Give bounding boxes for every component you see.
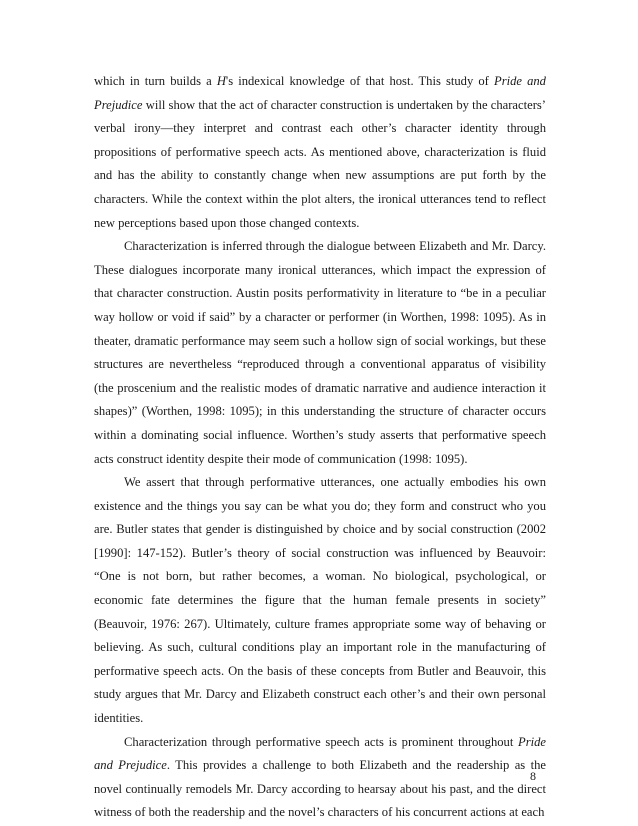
paragraph (94, 70, 546, 235)
paragraph (94, 235, 546, 471)
italic-text-run: Pride and Prejudice (94, 734, 546, 773)
text-run: . This provides a challenge to both Elizabeth and the readership as the novel continually remodels Mr. Darcy according to hearsay about his past, and the direct witness of both the readership and the novel’s characters of his concurrent actions at each (94, 758, 547, 820)
italic-text-run: Pride and Prejudice (94, 74, 546, 112)
paragraph (94, 731, 546, 825)
italic-text-run: H (216, 74, 226, 88)
body-text (94, 70, 546, 825)
page-number: 8 (530, 769, 536, 783)
text-run: will show that the act of character construction is undertaken by the characters’ verbal irony—they interpret and contrast each other’s character identity through propositions of performative speech acts. As mentioned above, characterization is fluid and has the ability to constantly change when new assumptions are put forth by the characters. While the context within the plot alters, the ironical utterances tend to reflect new perceptions based upon those changed contexts. (94, 97, 546, 230)
text-run: We assert that through performative utterances, one actually embodies his own existence and the things you say can be what you do; they form and construct who you are. Butler states that gender is distinguished by choice and by social construction (2002 [1990]: 147-152). Butler’s theory of social construction was influenced by Beauvoir: “One is not born, but rather becomes, a woman. No biological, psychological, or economic fate determines the figure that the human female presents in society” (Beauvoir, 1976: 267). Ultimately, culture frames appropriate some way of behaving or believing. As such, cultural conditions play an important role in the manufacturing of performative speech acts. On the basis of these concepts from Butler and Beauvoir, this study argues that Mr. Darcy and Elizabeth construct each other’s and their own personal identities. (94, 475, 546, 726)
text-run: Characterization is inferred through the dialogue between Elizabeth and Mr. Darcy. These dialogues incorporate many ironical utterances, which impact the expression of that character construction. Austin posits performativity in literature to “be in a peculiar way hollow or void if said” by a character or performer (in Worthen, 1998: 1095). As in theater, dramatic performance may seem such a hollow sign of social workings, but these structures are nevertheless “reproduced through a conventional apparatus of visibility (the proscenium and the realistic modes of dramatic narrative and audience interaction it shapes)” (Worthen, 1998: 1095); in this understanding the structure of character occurs within a dominating social influence. Worthen’s study asserts that performative speech acts construct identity despite their mode of communication (1998: 1095). (94, 239, 546, 466)
text-run: 's indexical knowledge of that host. This study of (225, 74, 494, 88)
text-run: which in turn builds a (94, 74, 217, 88)
paragraph (94, 471, 546, 731)
text-run: Characterization through performative speech acts is prominent throughout (124, 734, 519, 749)
